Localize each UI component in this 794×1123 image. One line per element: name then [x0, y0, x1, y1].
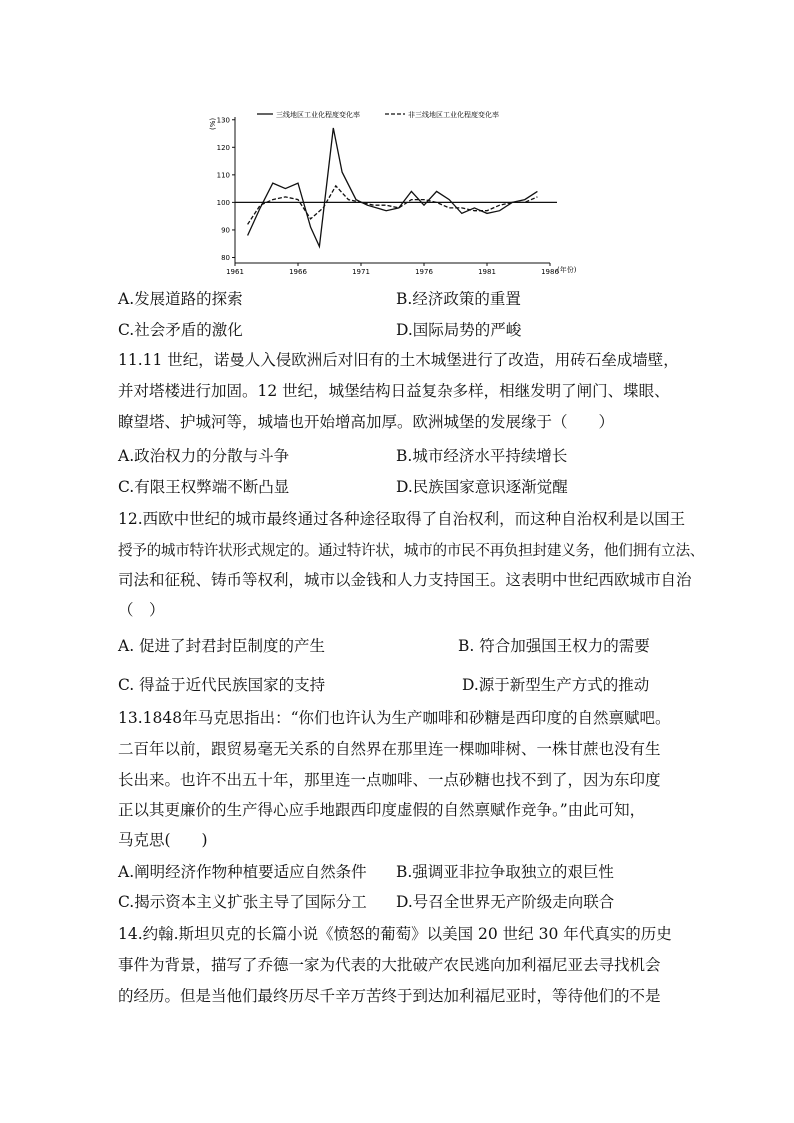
q13-option-b[interactable]: B.强调亚非拉争取独立的艰巨性 — [396, 863, 614, 881]
y-tick-label: 80 — [221, 253, 230, 262]
y-tick-label: 120 — [216, 143, 230, 152]
q14-stem-line: 14.约翰.斯坦贝克的长篇小说《愤怒的葡萄》以美国 20 世纪 30 年代真实的历史 — [118, 925, 672, 943]
q12-option-d[interactable]: D.源于新型生产方式的推动 — [462, 676, 650, 694]
q10-option-d[interactable]: D.国际局势的严峻 — [396, 321, 522, 339]
q12-option-a[interactable]: A. 促进了封君封臣制度的产生 — [118, 637, 326, 655]
x-tick-label: 1961 — [226, 268, 244, 276]
q10-option-a[interactable]: A.发展道路的探索 — [118, 290, 243, 308]
q11-stem-line: 并对塔楼进行加固。12 世纪，城堡结构日益复杂多样，相继发明了闸门、堞眼、 — [118, 382, 670, 400]
q13-stem-line: 长出来。也许不出五十年，那里连一点咖啡、一点砂糖也找不到了，因为东印度 — [118, 771, 661, 789]
x-tick-label: 1981 — [478, 268, 496, 276]
x-tick-label: 1966 — [289, 268, 307, 276]
q14-stem-line: 事件为背景，描写了乔德一家为代表的大批破产农民逃向加利福尼亚去寻找机会 — [118, 956, 661, 974]
series-solid-line — [248, 128, 538, 247]
industrialization-chart — [205, 105, 600, 277]
series-dashed-line — [248, 186, 538, 225]
q13-stem-line: 马克思( ) — [118, 831, 208, 849]
q11-option-d[interactable]: D.民族国家意识逐渐觉醒 — [396, 478, 568, 496]
chart-svg — [205, 105, 600, 277]
q13-stem-line: 二百年以前，跟贸易毫无关系的自然界在那里连一棵咖啡树、一株甘蔗也没有生 — [118, 740, 661, 758]
x-tick-label: 1986 — [541, 268, 559, 276]
y-tick-label: 110 — [216, 171, 230, 180]
x-unit-label: (年份) — [557, 266, 577, 274]
q11-option-b[interactable]: B.城市经济水平持续增长 — [396, 447, 568, 465]
x-tick-label: 1971 — [352, 268, 370, 276]
y-unit-label: (%) — [209, 117, 217, 130]
q13-stem-line: 13.1848年马克思指出：“你们也许认为生产咖啡和砂糖是西印度的自然禀赋吧。 — [118, 709, 671, 727]
y-tick-label: 90 — [221, 226, 230, 235]
q12-option-c[interactable]: C. 得益于近代民族国家的支持 — [118, 676, 326, 694]
q11-stem-line: 11.11 世纪，诺曼人入侵欧洲后对旧有的土木城堡进行了改造，用砖石垒成墙壁， — [118, 351, 679, 369]
x-tick-label: 1976 — [415, 268, 433, 276]
legend-solid-label: 三线地区工业化程度变化率 — [276, 111, 360, 119]
q12-stem-line: 12.西欧中世纪的城市最终通过各种途径取得了自治权利，而这种自治权利是以国王 — [118, 510, 686, 528]
q13-stem-line: 正以其更廉价的生产得心应手地跟西印度虚假的自然禀赋作竞争。”由此可知， — [118, 801, 646, 819]
q11-option-c[interactable]: C.有限王权弊端不断凸显 — [118, 478, 290, 496]
q12-stem-line: 授予的城市特许状形式规定的。通过特许状，城市的市民不再负担封建义务，他们拥有立法、 — [118, 542, 705, 559]
q13-option-a[interactable]: A.阐明经济作物种植要适应自然条件 — [118, 863, 367, 881]
q13-option-c[interactable]: C.揭示资本主义扩张主导了国际分工 — [118, 893, 367, 911]
y-tick-label: 100 — [216, 198, 230, 207]
q13-option-d[interactable]: D.号召全世界无产阶级走向联合 — [396, 893, 615, 911]
q12-option-b[interactable]: B. 符合加强国王权力的需要 — [458, 637, 650, 655]
q10-option-b[interactable]: B.经济政策的重置 — [396, 290, 521, 308]
q14-stem-line: 的经历。但是当他们最终历尽千辛万苦终于到达加利福尼亚时，等待他们的不是 — [118, 987, 661, 1005]
q11-stem-line: 瞭望塔、护城河等，城墙也开始增高加厚。欧洲城堡的发展缘于（ ） — [118, 413, 615, 431]
axis-ticks — [217, 116, 560, 276]
y-tick-label: 130 — [216, 116, 230, 125]
legend — [257, 110, 499, 119]
q12-stem-line: （ ） — [118, 601, 165, 619]
legend-dashed-label: 非三线地区工业化程度变化率 — [408, 111, 499, 119]
q12-stem-line: 司法和征税、铸币等权利，城市以金钱和人力支持国王。这表明中世纪西欧城市自治 — [118, 571, 692, 589]
q11-option-a[interactable]: A.政治权力的分散与斗争 — [118, 447, 290, 465]
q10-option-c[interactable]: C.社会矛盾的激化 — [118, 321, 243, 339]
